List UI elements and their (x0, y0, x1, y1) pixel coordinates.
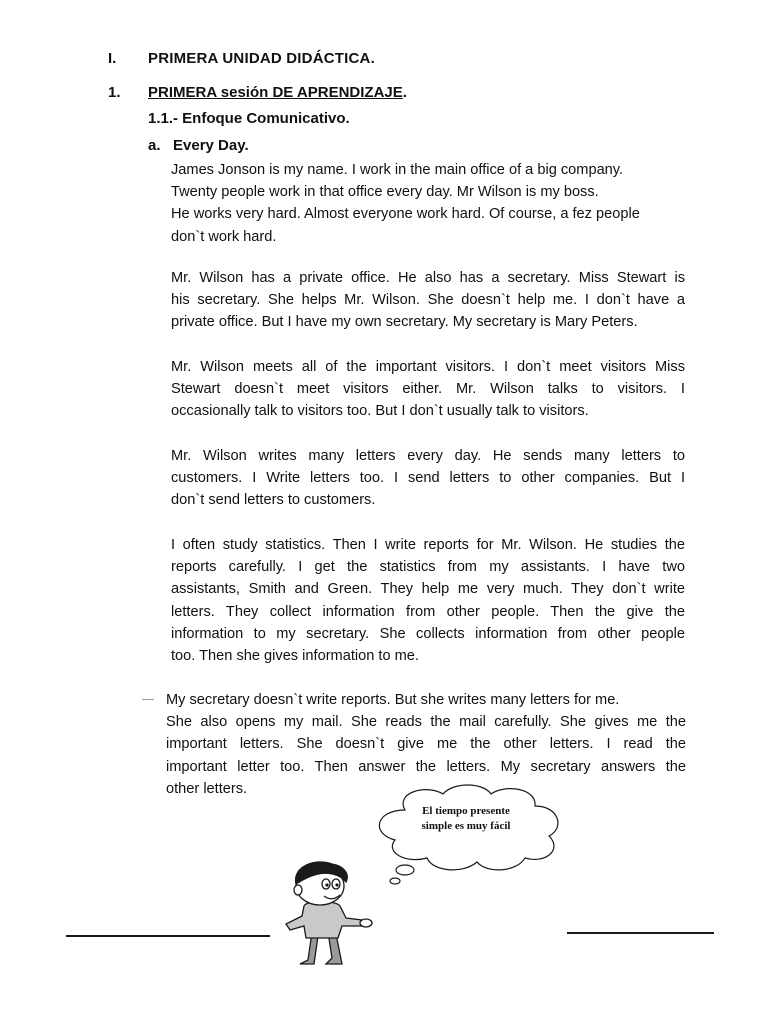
thought-bubble-text (396, 804, 536, 834)
session-title (148, 84, 407, 101)
paragraph-line: information to my secretary. She collects information from other people (171, 625, 685, 642)
paragraph-line: reports carefully. I get the statistics from my assistants. I have two (171, 559, 685, 576)
paragraph-line: customers. I Write letters too. I send letters to other companies. But I (171, 470, 685, 487)
paragraph-line: She also opens my mail. She reads the mail carefully. She gives me the (166, 714, 686, 731)
session-number: 1. (108, 84, 121, 101)
item-letter: a. (148, 137, 161, 154)
paragraph-3 (171, 356, 685, 423)
paragraph-line: Mr. Wilson meets all of the important visitors. I don`t meet visitors Miss (171, 359, 685, 375)
unit-number: I. (108, 50, 117, 67)
paragraph-line: He works very hard. Almost everyone work hard. Of course, a fez people (171, 206, 640, 223)
paragraph-line: occasionally talk to visitors too. But I don`t usually talk to visitors. (171, 403, 589, 420)
signature-line-right (567, 932, 714, 934)
paragraph-line: Mr. Wilson has a private office. He also has a secretary. Miss Stewart is (171, 270, 685, 286)
session-title-dot: . (402, 84, 407, 101)
paragraph-2 (171, 267, 685, 334)
paragraph-line: important letter too. Then answer the letters. My secretary answers the (166, 758, 686, 775)
item-title: Every Day. (173, 137, 249, 154)
unit-title: PRIMERA UNIDAD DIDÁCTICA. (148, 50, 375, 67)
signature-line-left (66, 935, 270, 937)
paragraph-line: his secretary. She helps Mr. Wilson. She doesn`t help me. I don`t have a (171, 292, 685, 309)
paragraph-line: I often study statistics. Then I write reports for Mr. Wilson. He studies the (171, 537, 685, 553)
cartoon-boy-icon (270, 860, 380, 968)
paragraph-line: don`t send letters to customers. (171, 492, 376, 509)
paragraph-5 (171, 534, 685, 667)
paragraph-line: James Jonson is my name. I work in the main office of a big company. (171, 162, 624, 178)
paragraph-line: Mr. Wilson writes many letters every day. He sends many letters to (171, 448, 685, 464)
paragraph-line: assistants, Smith and Green. They help me very much. They don`t write (171, 581, 685, 598)
paragraph-line: letters. They collect information from other people. Then the give the (171, 603, 685, 620)
paragraph-line: too. Then she gives information to me. (171, 648, 419, 665)
paragraph-line: Stewart doesn`t meet visitors either. Mr. Wilson talks to visitors. I (171, 381, 685, 398)
paragraph-line: Twenty people work in that office every day. Mr Wilson is my boss. (171, 184, 599, 201)
bubble-line-2: simple es muy fácil (421, 820, 511, 832)
bubble-line-1: El tiempo presente (422, 805, 510, 817)
paragraph-1 (171, 159, 685, 248)
thought-bubble-icon (365, 780, 575, 890)
paragraph-line: don`t work hard. (171, 228, 277, 245)
paragraph-4 (171, 445, 685, 512)
session-title-text: PRIMERA sesión DE APRENDIZAJE (148, 84, 403, 101)
subsection-title: 1.1.- Enfoque Comunicativo. (148, 110, 350, 127)
margin-dash-mark (142, 699, 154, 700)
paragraph-line: private office. But I have my own secretary. My secretary is Mary Peters. (171, 314, 638, 331)
paragraph-line: important letters. She doesn`t give me the other letters. I read the (166, 736, 686, 753)
paragraph-line: My secretary doesn`t write reports. But she writes many letters for me. (166, 692, 620, 708)
paragraph-line: other letters. (166, 780, 248, 797)
